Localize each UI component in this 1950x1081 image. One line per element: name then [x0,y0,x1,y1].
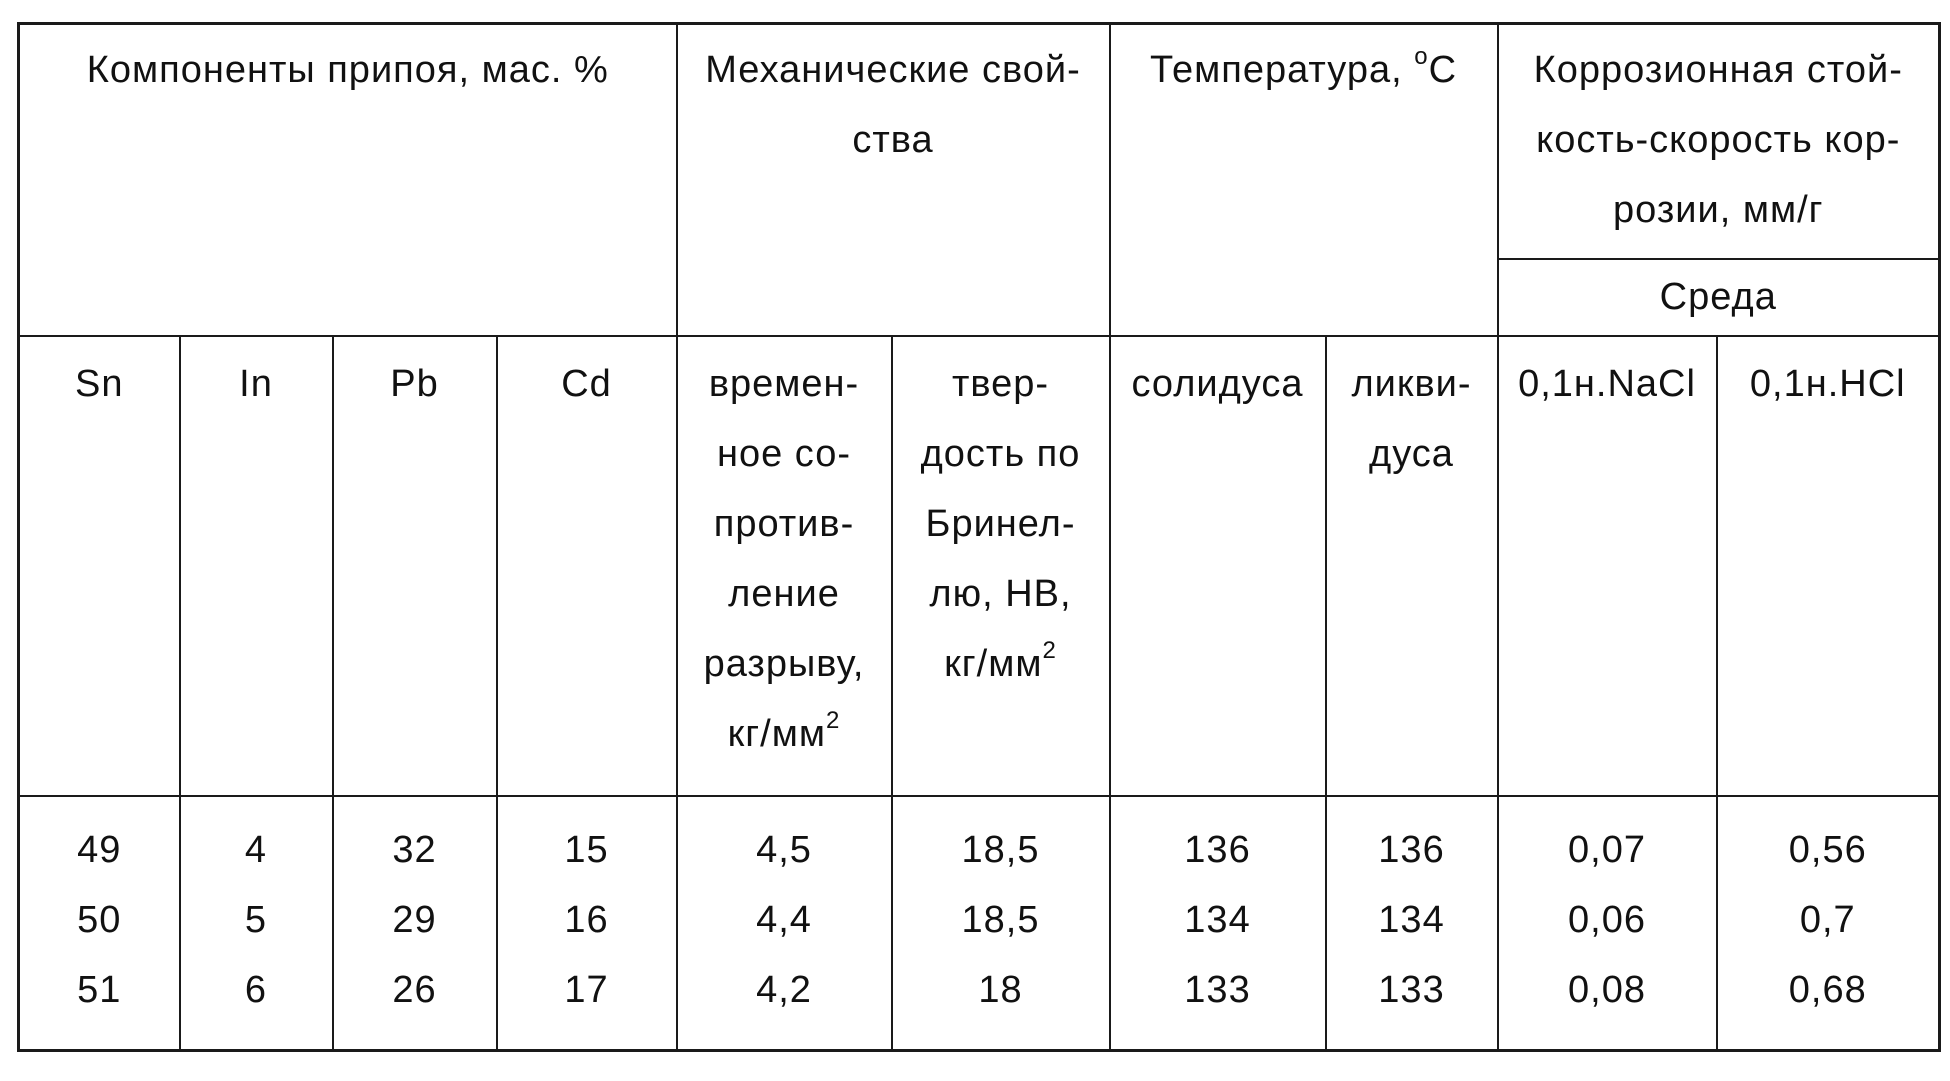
liquidus-line: ликви- [1351,362,1472,405]
data-col-solidus [1110,796,1326,1051]
data-col-sn [19,796,180,1051]
hardness-line: Бринел- [925,502,1076,545]
medium-header-text: Среда [1659,276,1777,319]
col-liquidus-header [1326,336,1498,796]
components-header-text: Компоненты припоя, мас. % [86,49,609,91]
table-cell: 0,07 [1568,828,1646,871]
data-col-in [180,796,333,1051]
table-cell: 0,56 [1788,828,1867,871]
hardness-unit-sup: 2 [1042,636,1057,664]
header-row-1 [19,24,1940,260]
col-hcl-label: 0,1н.HCl [1749,362,1906,405]
temperature-header [1110,24,1498,336]
table-cell: 4,2 [756,968,812,1011]
data-col-cd [497,796,677,1051]
solder-properties-table [17,22,1941,1052]
corrosion-header-line2: кость-скорость кор- [1536,119,1901,161]
table-cell: 26 [392,968,437,1011]
tensile-line: разрыву, [703,642,865,685]
col-nacl-label: 0,1н.NaCl [1518,362,1696,405]
table-cell: 0,68 [1788,968,1867,1011]
table-cell: 133 [1378,968,1445,1011]
hardness-line: лю, HB, [929,572,1072,615]
subheader-row [19,336,1940,796]
mechanical-header-line2: ства [852,119,934,161]
tensile-line: ное со- [716,432,852,475]
tensile-line: времен- [708,362,860,405]
hardness-unit: кг/мм [944,642,1043,685]
components-header [19,24,677,336]
table-cell: 50 [77,898,122,941]
data-col-hcl [1717,796,1940,1051]
medium-header [1498,259,1940,335]
col-pb-label: Pb [390,362,439,405]
table-cell: 18 [978,968,1023,1011]
col-nacl-header [1498,336,1717,796]
tensile-unit-line [678,699,891,769]
table-cell: 17 [564,968,609,1011]
hardness-line: твер- [951,362,1050,405]
temperature-unit: C [1428,49,1458,91]
data-col-nacl [1498,796,1717,1051]
table-cell: 4 [244,828,268,871]
table-cell: 18,5 [961,828,1040,871]
mechanical-header-line1: Механические свой- [705,49,1081,91]
tensile-line: ление [728,572,840,615]
corrosion-header-line1: Коррозионная стой- [1533,49,1903,91]
table-cell: 134 [1184,898,1251,941]
corrosion-header-line3: розии, мм/г [1613,189,1824,231]
corrosion-header [1498,24,1940,260]
hardness-line: дость по [920,432,1081,475]
col-cd-header [497,336,677,796]
tensile-line: против- [713,502,855,545]
table-cell: 51 [77,968,122,1011]
table-cell: 32 [392,828,437,871]
data-col-hardness [892,796,1110,1051]
table-cell: 0,7 [1799,898,1856,941]
table-cell: 6 [244,968,268,1011]
table-cell: 0,06 [1568,898,1646,941]
liquidus-line: дуса [1369,432,1454,475]
col-hcl-header [1717,336,1940,796]
table-cell: 4,4 [756,898,812,941]
data-col-tensile [677,796,892,1051]
table-cell: 29 [392,898,437,941]
data-col-liquidus [1326,796,1498,1051]
table-cell: 134 [1378,898,1445,941]
data-row-group [19,796,1940,1051]
tensile-unit: кг/мм [727,712,826,755]
col-cd-label: Cd [561,362,612,405]
table-cell: 133 [1184,968,1251,1011]
temperature-degree-sup: o [1414,43,1429,70]
col-sn-header [19,336,180,796]
col-tensile-header [677,336,892,796]
col-in-label: In [239,362,273,405]
col-hardness-header [892,336,1110,796]
table-cell: 5 [244,898,268,941]
data-col-pb [333,796,497,1051]
table-cell: 15 [564,828,609,871]
col-pb-header [333,336,497,796]
col-solidus-header [1110,336,1326,796]
mechanical-header [677,24,1110,336]
col-solidus-label: солидуса [1131,362,1304,405]
temperature-header-text: Температура, [1149,49,1415,91]
col-in-header [180,336,333,796]
table-cell: 136 [1378,828,1445,871]
table-cell: 49 [77,828,122,871]
table-cell: 0,08 [1568,968,1646,1011]
table-cell: 136 [1184,828,1251,871]
col-sn-label: Sn [75,362,124,405]
table-cell: 16 [564,898,609,941]
tensile-unit-sup: 2 [825,706,841,734]
hardness-unit-line [893,629,1109,699]
table-cell: 18,5 [961,898,1040,941]
table-cell: 4,5 [756,828,812,871]
